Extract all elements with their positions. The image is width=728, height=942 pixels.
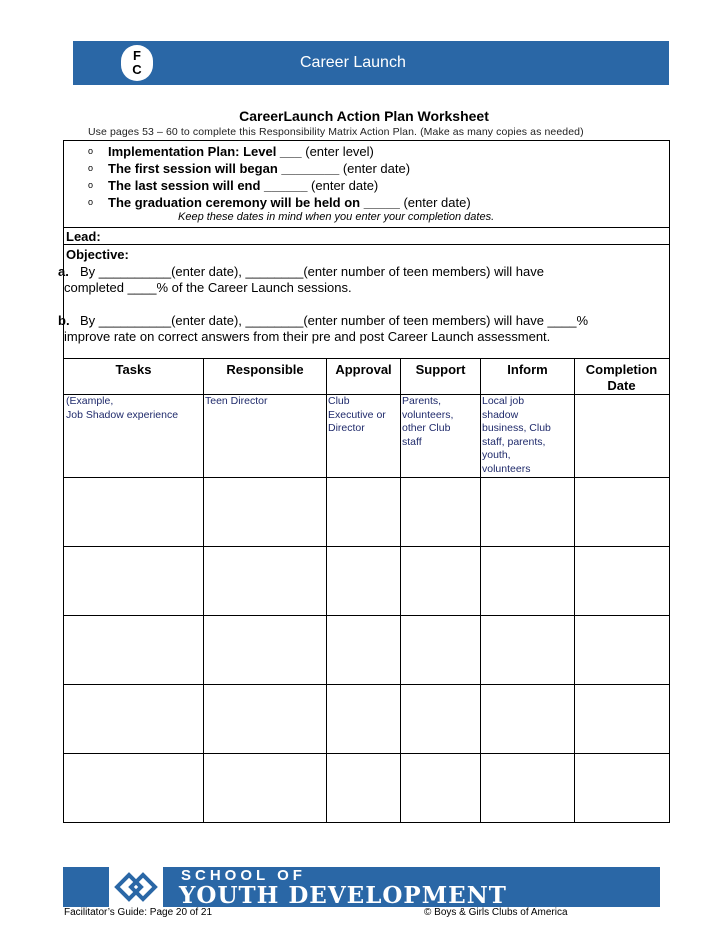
example-approval: Club Executive or Director	[328, 395, 386, 434]
divider	[63, 546, 670, 547]
column-divider	[574, 358, 575, 823]
header-responsible: Responsible	[226, 362, 304, 377]
header-inform: Inform	[507, 362, 548, 377]
header-approval: Approval	[335, 362, 392, 377]
header-completion-date: Completion Date	[585, 362, 658, 393]
column-divider	[326, 358, 327, 823]
objective-b: b. By __________(enter date), ________(enter number of teen members) will have ____%	[58, 313, 589, 328]
column-divider	[480, 358, 481, 823]
divider	[63, 227, 670, 228]
column-divider	[400, 358, 401, 823]
objective-b-continued: improve rate on correct answers from their pre and post Career Launch assessment.	[64, 329, 551, 344]
boys-girls-clubs-logo-icon	[107, 867, 165, 907]
divider	[63, 358, 670, 359]
worksheet-title: CareerLaunch Action Plan Worksheet	[239, 108, 489, 124]
header-title: Career Launch	[300, 54, 406, 71]
divider	[63, 684, 670, 685]
example-task: (Example, Job Shadow experience	[66, 395, 179, 421]
objective-a: a. By __________(enter date), ________(enter number of teen members) will have	[58, 264, 544, 279]
completion-note: Keep these dates in mind when you enter your completion dates.	[178, 211, 495, 223]
footer-page-info: Facilitator’s Guide: Page 20 of 21	[64, 907, 213, 918]
divider	[63, 753, 670, 754]
divider	[63, 244, 670, 245]
objective-label: Objective:	[66, 247, 129, 262]
example-inform: Local job shadow business, Club staff, parents, youth, volunteers	[482, 395, 551, 475]
section-tab: F C	[121, 45, 153, 81]
brand-line-2: YOUTH DEVELOPMENT	[179, 882, 507, 909]
example-responsible: Teen Director	[205, 395, 268, 407]
footer-copyright: © Boys & Girls Clubs of America	[424, 907, 568, 918]
example-support: Parents, volunteers, other Club staff	[402, 395, 454, 448]
header-tasks: Tasks	[115, 362, 152, 377]
column-divider	[203, 358, 204, 823]
worksheet-box	[58, 140, 670, 823]
header-support: Support	[415, 362, 466, 377]
lead-label: Lead:	[66, 229, 101, 244]
objective-a-continued: completed ____% of the Career Launch sessions.	[64, 280, 352, 295]
divider	[63, 477, 670, 478]
worksheet-instructions: Use pages 53 – 60 to complete this Responsibility Matrix Action Plan. (Make as many copies as needed)	[88, 126, 584, 138]
divider	[63, 615, 670, 616]
brand-line-1: SCHOOL OF	[181, 867, 306, 884]
